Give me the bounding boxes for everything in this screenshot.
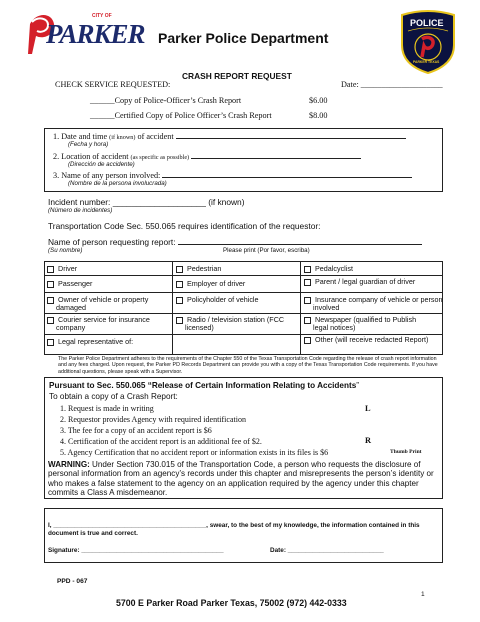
checkbox[interactable] xyxy=(304,317,311,324)
service-copy-label: Copy of Police-Officer’s Crash Report xyxy=(114,96,242,105)
badge-police-text: POLICE xyxy=(410,18,444,28)
checkbox[interactable] xyxy=(304,266,311,273)
service-certified-blank[interactable]: ______ xyxy=(90,111,115,120)
option-label: Legal representative of: xyxy=(58,337,134,346)
option-newspaper[interactable] xyxy=(304,316,431,332)
option-label: Driver xyxy=(58,264,78,273)
option-label: Newspaper (qualified to Publish legal notices) xyxy=(313,315,417,332)
option-pedestrian[interactable] xyxy=(176,265,298,273)
option-label: Pedestrian xyxy=(187,264,222,273)
checkbox[interactable] xyxy=(176,266,183,273)
checkbox[interactable] xyxy=(47,297,54,304)
accident-date-prefix: 1. Date and time xyxy=(53,132,110,141)
checkbox[interactable] xyxy=(304,297,311,304)
checkbox[interactable] xyxy=(176,297,183,304)
persons-involved-es: (Nombre de la persona involucrada) xyxy=(68,180,167,187)
accident-location-input[interactable] xyxy=(191,151,361,159)
accident-date-es: (Fecha y hora) xyxy=(68,141,109,148)
requestor-name-label: Name of person requesting report: xyxy=(48,237,178,247)
option-label: Policyholder of vehicle xyxy=(187,295,259,304)
warning-text xyxy=(48,460,439,498)
pursuant-title-a: Pursuant to Sec. 550.065 xyxy=(49,381,148,390)
check-service-label: CHECK SERVICE REQUESTED: xyxy=(55,80,171,89)
thumb-print-label: Thumb Print xyxy=(390,449,422,455)
thumb-right-label: R xyxy=(365,436,372,445)
checkbox[interactable] xyxy=(176,317,183,324)
pursuant-title xyxy=(49,381,359,390)
requestor-name-es: (Su nombre) xyxy=(48,247,83,254)
requestor-name-input[interactable] xyxy=(178,237,422,245)
service-copy-blank[interactable]: ______ xyxy=(90,96,115,105)
pursuant-item-1: 1. Request is made in writing xyxy=(60,404,154,413)
accident-date-note: (if known) xyxy=(109,134,136,141)
option-label: Owner of vehicle or property damaged xyxy=(56,295,149,312)
persons-involved-label: 3. Name of any person involved: xyxy=(53,171,161,180)
option-employer[interactable] xyxy=(176,280,298,288)
form-id: PPD - 067 xyxy=(57,578,88,585)
pursuant-title-b: “Release of Certain Information Relating to Accidents xyxy=(147,381,357,390)
service-option-certified[interactable] xyxy=(90,111,272,120)
city-logo xyxy=(26,10,145,56)
city-of-label: CITY OF xyxy=(92,13,112,19)
pursuant-item-2: 2. Requestor provides Agency with required identification xyxy=(60,415,246,424)
option-label: Parent / legal guardian of driver xyxy=(315,277,416,286)
option-policyholder[interactable] xyxy=(176,296,298,304)
badge-city-text: PARKER TEXAS xyxy=(413,60,440,64)
oath-date-field[interactable]: Date: ___________________________ xyxy=(270,547,384,554)
transportation-code-note: Transportation Code Sec. 550.065 requires identification of the requestor: xyxy=(48,221,321,231)
option-label: Radio / television station (FCC licensed) xyxy=(185,315,285,332)
checkbox[interactable] xyxy=(176,281,183,288)
checkbox[interactable] xyxy=(47,339,54,346)
grid-divider-h2 xyxy=(44,292,443,293)
pursuant-title-c: ” xyxy=(356,381,359,390)
option-courier[interactable] xyxy=(47,316,178,332)
option-label: Passenger xyxy=(58,279,93,288)
pursuant-intro: To obtain a copy of a Crash Report: xyxy=(49,392,178,401)
thumb-left-label: L xyxy=(365,404,371,413)
option-parent[interactable] xyxy=(304,278,423,286)
option-label: Courier service for insurance company xyxy=(56,315,150,332)
logo-wordmark: PARKER xyxy=(46,19,145,49)
accident-date-suffix: of accident xyxy=(135,132,174,141)
accident-location-es: (Dirección de accidente) xyxy=(68,161,135,168)
pursuant-item-5: 5. Agency Certification that no accident report or information exists in its files is $6 xyxy=(60,448,329,457)
option-label: Insurance company of vehicle or person involved xyxy=(313,295,443,312)
option-legal-rep[interactable] xyxy=(47,338,169,346)
grid-divider-h3 xyxy=(44,313,443,314)
option-radio-tv[interactable] xyxy=(176,316,303,332)
option-driver[interactable] xyxy=(47,265,169,273)
service-certified-price: $8.00 xyxy=(309,111,328,120)
checkbox[interactable] xyxy=(47,317,54,324)
warning-label: WARNING: xyxy=(48,460,90,469)
request-date-field[interactable]: Date: ____________________ xyxy=(341,80,443,89)
accident-date-input[interactable] xyxy=(176,131,406,139)
checkbox[interactable] xyxy=(47,281,54,288)
option-other[interactable] xyxy=(304,336,445,344)
footer-address: 5700 E Parker Road Parker Texas, 75002 (972) 442-0333 xyxy=(116,598,347,608)
option-insurance[interactable] xyxy=(304,296,449,312)
page-title: Parker Police Department xyxy=(158,30,329,46)
persons-involved-input[interactable] xyxy=(162,170,412,178)
accident-location-prefix: 2. Location of accident xyxy=(53,152,131,161)
pursuant-item-3: 3. The fee for a copy of an accident report is $6 xyxy=(60,426,212,435)
option-label: Pedalcyclist xyxy=(315,264,353,273)
pursuant-item-4: 4. Certification of the accident report is an additional fee of $2. xyxy=(60,437,262,446)
requestor-name-row xyxy=(48,237,422,247)
incident-number-field[interactable]: Incident number: ____________________ (if known) xyxy=(48,197,245,207)
signature-field[interactable]: Signature: ________________________________________ xyxy=(48,547,224,554)
option-passenger[interactable] xyxy=(47,280,169,288)
print-note: Please print (Por favor, escriba) xyxy=(223,247,310,254)
checkbox[interactable] xyxy=(304,279,311,286)
page-number: 1 xyxy=(421,591,425,598)
option-owner[interactable] xyxy=(47,296,178,312)
grid-divider-h1 xyxy=(44,275,443,276)
service-option-copy[interactable] xyxy=(90,96,241,105)
accident-location-note: (as specific as possible) xyxy=(130,154,190,161)
accident-location-row xyxy=(53,151,438,161)
accident-date-row xyxy=(53,131,438,141)
form-title: CRASH REPORT REQUEST xyxy=(182,71,292,81)
police-badge xyxy=(398,9,458,75)
service-copy-price: $6.00 xyxy=(309,96,328,105)
option-label: Employer of driver xyxy=(187,279,246,288)
checkbox[interactable] xyxy=(304,337,311,344)
option-label: Other (will receive redacted Report) xyxy=(315,335,429,344)
service-certified-label: Certified Copy of Police Officer’s Crash Report xyxy=(114,111,272,120)
policy-notice: The Parker Police Department adheres to the requirements of the Chapter 550 of the Texas Transportation Code regarding the release of crash report information and any fees charged. Upon request, the Parker PD Records Department can provide you with a copy of the Texas Transportation Code requirements. If you have additional questions, please speak with a Supervisor. xyxy=(58,356,438,375)
warning-body: Under Section 730.015 of the Transportation Code, a person who requests the disclosure of personal information from an agency’s records under this chapter and misrepresents the person’s identity or who makes a false statement to the agency on an application required by the agency under this chapter commits a Class A misdemeanor. xyxy=(48,460,434,498)
incident-number-es: (Número de incidentes) xyxy=(48,207,113,214)
oath-statement[interactable]: I, ___________________________________________, swear, to the best of my knowledge, the information contained in this document is true and correct. xyxy=(48,522,420,537)
persons-involved-row xyxy=(53,170,438,180)
option-pedalcyclist[interactable] xyxy=(304,265,440,273)
checkbox[interactable] xyxy=(47,266,54,273)
